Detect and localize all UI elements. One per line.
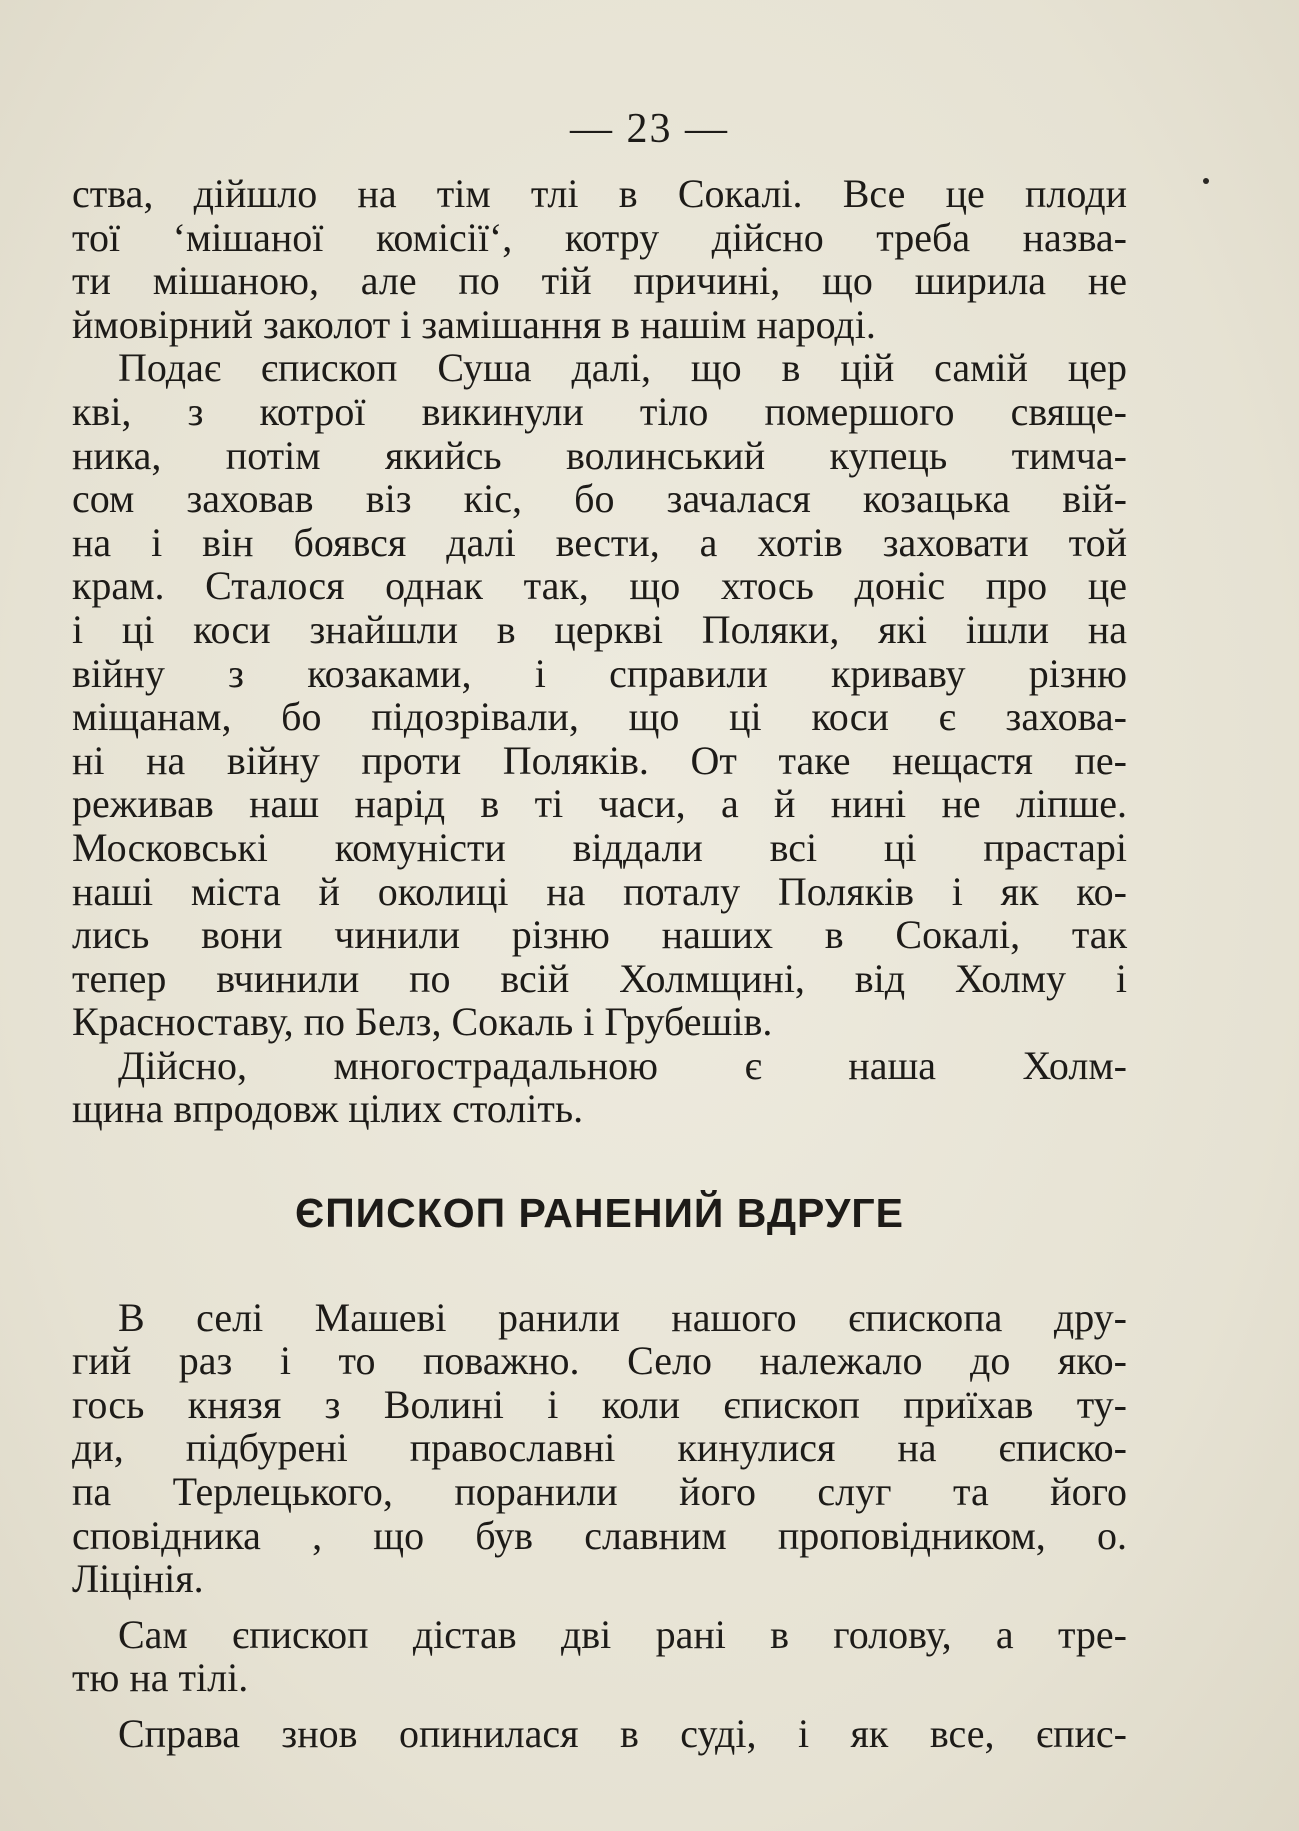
text-line: сом заховав віз кіс, бо зачалася козацька вій-	[72, 476, 1127, 522]
text-line: тепер вчинили по всій Холмщині, від Холму і	[72, 955, 1127, 1001]
spacer	[72, 1131, 1127, 1192]
text-line: па Терлецького, поранили його слуг та його	[72, 1469, 1127, 1515]
section-heading: ЄПИСКОП РАНЕНИЙ ВДРУГЕ	[295, 1190, 904, 1237]
text-line: ти мішаною, але по тій причині, що ширила не	[72, 258, 1127, 304]
text-line: ймовірний заколот і замішання в нашім народі.	[72, 301, 876, 347]
text-line: ства, дійшло на тім тлі в Сокалі. Все це плоди	[72, 171, 1127, 216]
paragraph-2	[72, 346, 1127, 1044]
text-line: Справа знов опинилася в суді, і як все, єпис-	[118, 1711, 1127, 1756]
text-line: ника, потім якийсь волинський купець тимча-	[72, 432, 1127, 478]
text-line: кві, з котрої викинули тіло помершого свяще-	[72, 388, 1127, 434]
paragraph-4	[72, 1296, 1127, 1601]
body-text	[72, 172, 1127, 1756]
text-line: В селі Машеві ранили нашого єпископа дру-	[118, 1294, 1127, 1340]
ink-speck	[1203, 178, 1209, 184]
text-line: міщанам, бо підозрівали, що ці коси є захова-	[72, 694, 1127, 740]
text-line: Красноставу, по Белз, Сокаль і Грубешів.	[72, 999, 773, 1045]
text-line: ди, підбурені православні кинулися на єписко-	[72, 1425, 1127, 1471]
text-line: Дійсно, многострадальною є наша Холм-	[118, 1042, 1127, 1088]
text-line: гось князя з Волині і коли єпископ приїхав ту-	[72, 1381, 1127, 1427]
text-line: війну з козаками, і справили криваву різню	[72, 650, 1127, 696]
text-line: сповідника , що був славним проповідником, о.	[72, 1512, 1127, 1558]
text-line: на і він боявся далі вести, а хотів заховати той	[72, 519, 1127, 565]
text-line: реживав наш нарід в ті часи, а й нині не ліпше.	[72, 781, 1127, 827]
text-line: наші міста й околиці на поталу Поляків і як ко-	[72, 868, 1127, 914]
paragraph-5	[72, 1613, 1127, 1700]
text-line: і ці коси знайшли в церкві Поляки, які ішли на	[72, 606, 1127, 652]
text-line: крам. Сталося однак так, що хтось доніс про це	[72, 563, 1127, 609]
page-number: — 23 —	[570, 106, 729, 152]
text-line: тої ‘мішаної комісії‘, котру дійсно треба назва-	[72, 214, 1127, 260]
spacer	[72, 1601, 1127, 1613]
text-line: лись вони чинили різню наших в Сокалі, так	[72, 912, 1127, 958]
spacer	[72, 1236, 1127, 1296]
text-line: Ліцінія.	[72, 1556, 204, 1602]
text-line: щина впродовж цілих століть.	[72, 1086, 584, 1132]
paragraph-1	[72, 172, 1127, 346]
text-line: Подає єпископ Суша далі, що в цій самій цер	[118, 345, 1127, 391]
text-line: ні на війну проти Поляків. От таке нещастя пе-	[72, 737, 1127, 783]
text-line: гий раз і то поважно. Село належало до яко-	[72, 1338, 1127, 1384]
paragraph-6	[72, 1712, 1127, 1756]
text-line: Сам єпископ дістав дві рані в голову, а тре-	[118, 1611, 1127, 1657]
text-line: Московські комуністи віддали всі ці прастарі	[72, 824, 1127, 870]
paragraph-3	[72, 1044, 1127, 1131]
text-line: тю на тілі.	[72, 1655, 249, 1701]
